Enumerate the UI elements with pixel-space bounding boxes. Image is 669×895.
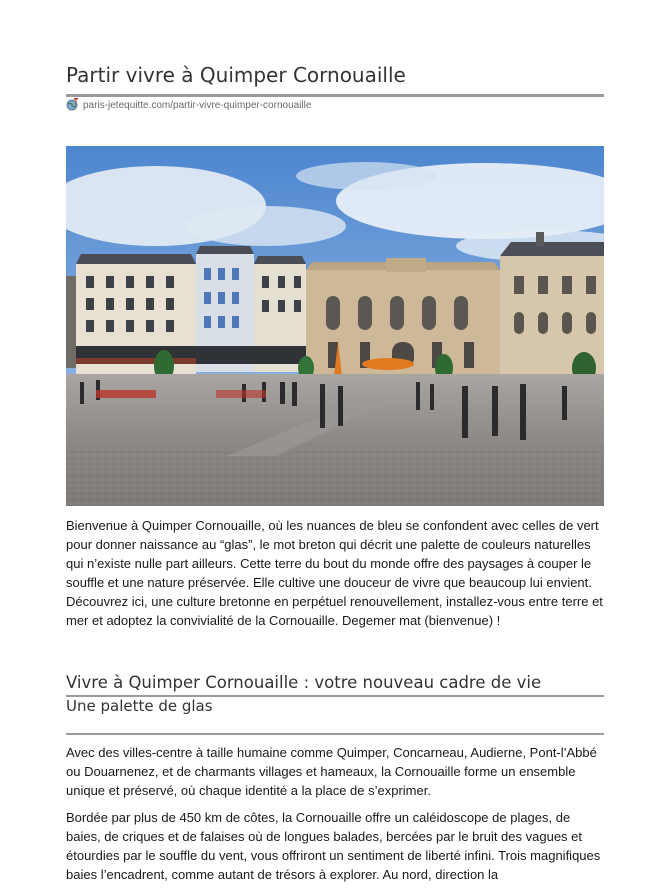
source-line bbox=[66, 98, 311, 112]
globe-pin-icon bbox=[66, 98, 80, 112]
source-link[interactable]: paris-jetequitte.com/partir-vivre-quimper-cornouaille bbox=[83, 99, 312, 111]
section-title: Vivre à Quimper Cornouaille : votre nouveau cadre de vie bbox=[66, 672, 604, 697]
intro-paragraph: Bienvenue à Quimper Cornouaille, où les nuances de bleu se confondent avec celles de vert pour donner naissance au “glas”, le mot breton qui décrit une palette de couleurs naturelles qui n’existe nulle part ailleurs. Cette terre du bout du monde offre des paysages à couper le souffle et une nature préservée. Elle cultive une douceur de vivre que beaucoup lui envient. Découvrez ici, une culture bretonne en perpétuel renouvellement, installez-vous entre terre et mer et adoptez la convivialité de la Cornouaille. Degemer mat (bienvenue) ! bbox=[66, 518, 603, 628]
subsection-title: Une palette de glas bbox=[66, 696, 604, 735]
quimper-square-photo bbox=[66, 146, 604, 506]
page-title: Partir vivre à Quimper Cornouaille bbox=[66, 62, 604, 97]
body-paragraph: Avec des villes-centre à taille humaine comme Quimper, Concarneau, Audierne, Pont-l’Abbé ou Douarnenez, et de charmants villages et hameaux, la Cornouaille forme un ensemble unique et préservé, où chaque identité a la place de s’exprimer. bbox=[66, 745, 597, 798]
body-paragraph: Bordée par plus de 450 km de côtes, la Cornouaille offre un caléidoscope de plages, de baies, de criques et de falaises où de longues balades, bercées par le bruit des vagues et étourdies par le souffle du vent, vous offriront un sentiment de liberté infini. Trois magnifiques baies l’encadrent, comme autant de trésors à explorer. Au nord, direction la bbox=[66, 810, 601, 882]
hero-image bbox=[66, 146, 604, 506]
